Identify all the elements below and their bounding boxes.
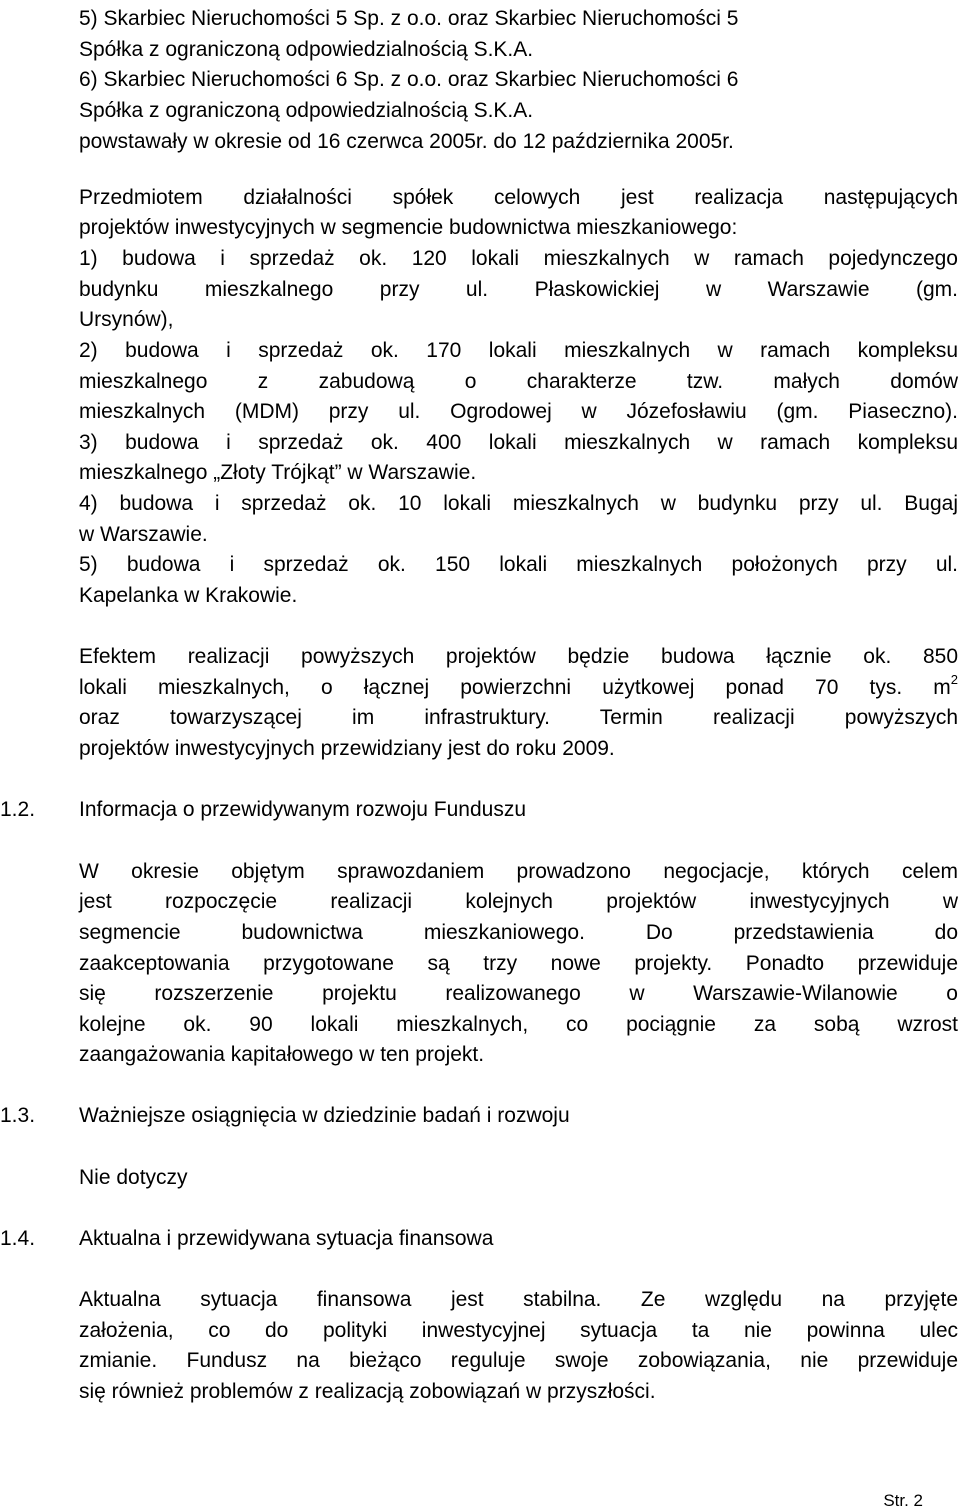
section-line: segmencie budownictwa mieszkaniowego. Do przedstawienia do: [79, 921, 958, 944]
effect-line: oraz towarzyszącej im infrastruktury. Termin realizacji powyższych: [79, 706, 958, 729]
intro-line: Spółka z ograniczoną odpowiedzialnością S.K.A.: [79, 99, 534, 122]
projects-line: 2) budowa i sprzedaż ok. 170 lokali mieszkalnych w ramach kompleksu: [79, 339, 958, 362]
section-line: kolejne ok. 90 lokali mieszkalnych, co pociągnie za sobą wzrost: [79, 1013, 958, 1036]
section-title: Aktualna i przewidywana sytuacja finansowa: [79, 1227, 494, 1250]
projects-line: Kapelanka w Krakowie.: [79, 584, 298, 607]
projects-line: w Warszawie.: [79, 523, 208, 546]
intro-line: Spółka z ograniczoną odpowiedzialnością S.K.A.: [79, 38, 534, 61]
projects-line: 4) budowa i sprzedaż ok. 10 lokali mieszkalnych w budynku przy ul. Bugaj: [79, 492, 958, 515]
intro-line: 5) Skarbiec Nieruchomości 5 Sp. z o.o. oraz Skarbiec Nieruchomości 5: [79, 7, 739, 30]
section-line: jest rozpoczęcie realizacji kolejnych projektów inwestycyjnych w: [79, 890, 958, 913]
effect-line-text: lokali mieszkalnych, o łącznej powierzchni użytkowej ponad 70 tys. m: [79, 676, 951, 699]
projects-line: 5) budowa i sprzedaż ok. 150 lokali mieszkalnych położonych przy ul.: [79, 553, 958, 576]
projects-line: mieszkalnego „Złoty Trójkąt” w Warszawie.: [79, 461, 477, 484]
section-line: się rozszerzenie projektu realizowanego w Warszawie-Wilanowie o: [79, 982, 958, 1005]
projects-line: mieszkalnego z zabudową o charakterze tzw. małych domów: [79, 370, 958, 393]
intro-line: 6) Skarbiec Nieruchomości 6 Sp. z o.o. oraz Skarbiec Nieruchomości 6: [79, 68, 739, 91]
projects-line: mieszkalnych (MDM) przy ul. Ogrodowej w Józefosławiu (gm. Piaseczno).: [79, 400, 958, 423]
section-line: zaangażowania kapitałowego w ten projekt.: [79, 1043, 485, 1066]
section-line: zaakceptowania przygotowane są trzy nowe projekty. Ponadto przewiduje: [79, 952, 958, 975]
section-number: 1.4.: [0, 1227, 36, 1250]
effect-line: [79, 673, 958, 703]
section-line: założenia, co do polityki inwestycyjnej sytuacja ta nie powinna ulec: [79, 1319, 958, 1342]
projects-line: 1) budowa i sprzedaż ok. 120 lokali mieszkalnych w ramach pojedynczego: [79, 247, 958, 270]
section-number: 1.3.: [0, 1104, 36, 1127]
section-line: Aktualna sytuacja finansowa jest stabilna. Ze względu na przyjęte: [79, 1288, 958, 1311]
section-text: Nie dotyczy: [79, 1166, 188, 1189]
section-title: Ważniejsze osiągnięcia w dziedzinie badań i rozwoju: [79, 1104, 570, 1127]
section-title: Informacja o przewidywanym rozwoju Funduszu: [79, 798, 527, 821]
section-line: W okresie objętym sprawozdaniem prowadzono negocjacje, których celem: [79, 860, 958, 883]
superscript: 2: [950, 672, 958, 687]
effect-line: Efektem realizacji powyższych projektów będzie budowa łącznie ok. 850: [79, 645, 958, 668]
section-number: 1.2.: [0, 798, 36, 821]
section-line: się również problemów z realizacją zobowiązań w przyszłości.: [79, 1380, 656, 1403]
projects-line: budynku mieszkalnego przy ul. Płaskowickiej w Warszawie (gm.: [79, 278, 958, 301]
projects-line: Przedmiotem działalności spółek celowych jest realizacja następujących: [79, 186, 958, 209]
projects-line: Ursynów),: [79, 308, 174, 331]
projects-line: projektów inwestycyjnych w segmencie budownictwa mieszkaniowego:: [79, 216, 738, 239]
intro-line: powstawały w okresie od 16 czerwca 2005r. do 12 października 2005r.: [79, 130, 734, 153]
effect-line: projektów inwestycyjnych przewidziany jest do roku 2009.: [79, 737, 615, 760]
section-line: zmianie. Fundusz na bieżąco reguluje swoje zobowiązania, nie przewiduje: [79, 1349, 958, 1372]
projects-line: 3) budowa i sprzedaż ok. 400 lokali mieszkalnych w ramach kompleksu: [79, 431, 958, 454]
page-number: Str. 2: [883, 1491, 923, 1510]
